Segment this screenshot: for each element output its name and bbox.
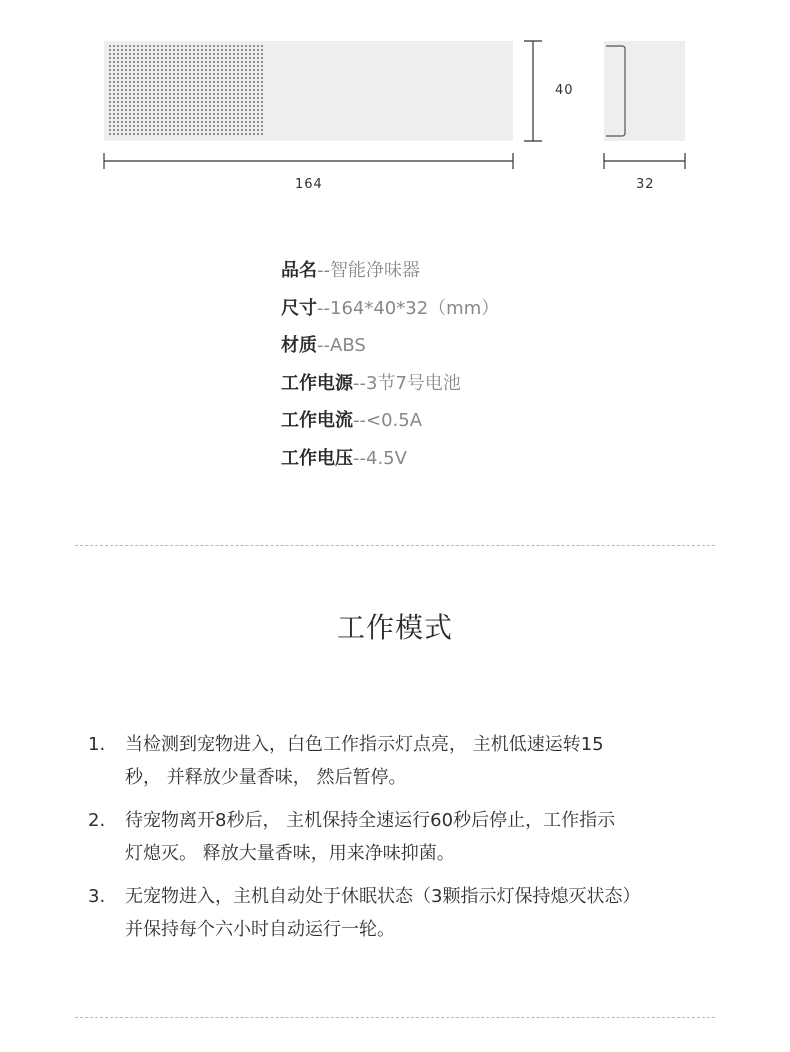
spec-separator: -- (317, 297, 330, 319)
spec-separator: -- (353, 372, 366, 394)
mode-text-line: 秒， 并释放少量香味， 然后暂停。 (125, 767, 407, 788)
mode-text-line: 并保持每个六小时自动运行一轮。 (125, 919, 395, 940)
spec-row-current (281, 408, 499, 446)
mode-item-3 (88, 880, 708, 946)
spec-separator: -- (353, 447, 366, 469)
mode-number: 1. (88, 734, 106, 755)
mode-text-line: 待宠物离开8秒后， 主机保持全速运行60秒后停止，工作指示 (125, 810, 616, 831)
spec-value: ABS (330, 335, 366, 356)
length-dimension-line (104, 153, 513, 169)
mode-text-line: 当检测到宠物进入，白色工作指示灯点亮， 主机低速运转15 (125, 734, 604, 755)
spec-key: 工作电源 (281, 372, 353, 394)
mode-item-2 (88, 804, 708, 870)
mode-item-1 (88, 728, 708, 794)
spec-key: 工作电流 (281, 410, 353, 431)
mode-text-line: 无宠物进入，主机自动处于休眠状态（3颗指示灯保持熄灭状态） (125, 886, 641, 907)
dashed-divider-bottom (75, 1017, 715, 1018)
spec-value: 164*40*32（mm） (330, 297, 500, 319)
length-dimension-label: 164 (295, 177, 323, 192)
spec-key: 尺寸 (281, 297, 317, 319)
spec-key: 品名 (281, 260, 317, 281)
working-mode-list (88, 728, 708, 956)
spec-row-name (281, 258, 499, 296)
dashed-divider-top (75, 545, 715, 546)
mode-number: 2. (88, 810, 106, 831)
height-dimension-label: 40 (555, 83, 574, 98)
depth-dimension-label: 32 (636, 177, 655, 192)
spec-value: 3节7号电池 (366, 372, 461, 394)
mode-number: 3. (88, 886, 106, 907)
depth-dimension-line (604, 153, 685, 169)
spec-row-material (281, 333, 499, 371)
spec-key: 材质 (281, 335, 317, 356)
mode-text-line: 灯熄灭。 释放大量香味，用来净味抑菌。 (125, 843, 455, 864)
spec-value: <0.5A (366, 410, 423, 431)
spec-separator: -- (317, 335, 330, 356)
section-title: 工作模式 (336, 611, 453, 644)
spec-value: 智能净味器 (330, 260, 420, 281)
spec-separator: -- (353, 410, 366, 431)
spec-row-voltage (281, 446, 499, 484)
spec-row-power-source (281, 371, 499, 409)
height-dimension-line (524, 41, 542, 141)
spec-row-size (281, 296, 499, 334)
spec-value: 4.5V (366, 447, 407, 469)
product-spec-list (281, 258, 499, 483)
spec-separator: -- (317, 260, 330, 281)
device-side-view (604, 41, 685, 141)
spec-key: 工作电压 (281, 447, 353, 469)
product-dimension-drawing (0, 0, 790, 200)
